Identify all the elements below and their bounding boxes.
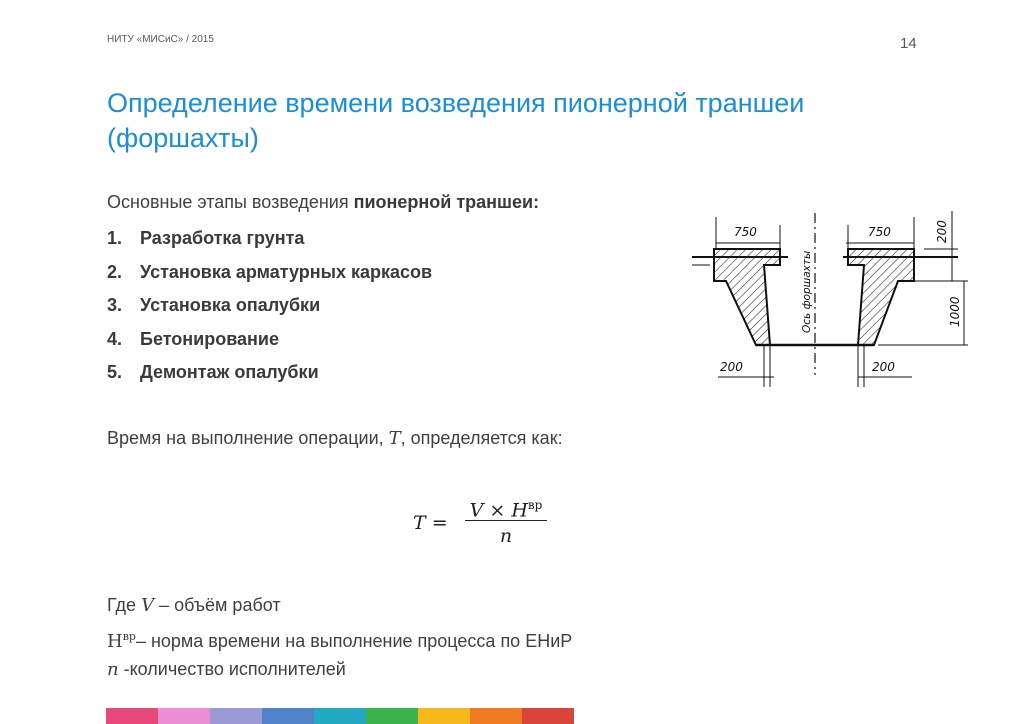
soil-left [692, 257, 714, 265]
color-bar [106, 708, 574, 724]
formula-lhs: T = [413, 512, 448, 534]
time-var: T [388, 428, 401, 449]
step-label: Разработка грунта [140, 228, 305, 248]
step-label: Бетонирование [140, 328, 279, 349]
color-segment [366, 708, 418, 724]
time-definition [107, 428, 563, 449]
def-var-h: Н [107, 631, 123, 652]
def-var-h-sup: вр [122, 630, 136, 643]
color-segment [314, 708, 366, 724]
formula-numerator-sup: вр [527, 498, 543, 512]
dim-right-top: 200 [935, 220, 949, 243]
color-segment [210, 708, 262, 724]
time-text: Время на выполнение операции, [107, 428, 389, 448]
slide-title: Определение времени возведения пионерной траншеи (форшахты) [107, 88, 805, 153]
definition-h: $Н^{вр}-$ норма времени на выполнение процесса по ЕНиР [107, 630, 573, 652]
step-label: Демонтаж опалубки [140, 362, 319, 382]
dim-bottom-left: 200 [720, 360, 743, 374]
definition-n: n -количество исполнителей [107, 659, 346, 680]
header-org: НИТУ «МИСиС» / 2015 [107, 34, 214, 45]
steps-list [107, 226, 432, 394]
intro-bold: пионерной траншеи: [353, 192, 540, 212]
color-segment [106, 708, 158, 724]
time-text-end: , определяется как: [400, 428, 563, 448]
page-number: 14 [900, 35, 917, 52]
axis-label: Ось форшахты [801, 250, 813, 333]
intro-lead: Основные этапы возведения [107, 192, 354, 212]
formula-fraction [463, 490, 549, 551]
color-segment [158, 708, 210, 724]
color-segment [418, 708, 470, 724]
def-var-v: V [141, 595, 155, 616]
color-segment [470, 708, 522, 724]
time-formula [413, 490, 563, 556]
list-item [107, 226, 432, 260]
left-wall [714, 249, 780, 345]
step-label: Установка арматурных каркасов [140, 261, 433, 282]
dim-top-left: 750 [734, 225, 757, 239]
formula-numerator: $V \times Н^{вр}$ [469, 498, 543, 522]
step-number: 1. [107, 228, 123, 248]
list-item [107, 260, 432, 294]
step-label: Установка опалубки [140, 295, 321, 315]
definitions [107, 592, 572, 688]
intro-text [107, 192, 539, 213]
def-var-n: n [107, 659, 119, 680]
step-number: 3. [107, 295, 123, 315]
definition-v: Где V – объём работ [107, 595, 281, 616]
formula-denominator: n [499, 525, 513, 547]
dim-top-right: 750 [868, 225, 891, 239]
right-wall [848, 249, 914, 345]
list-item [107, 293, 432, 327]
list-item [107, 360, 432, 394]
color-segment [262, 708, 314, 724]
trench-drawing [688, 205, 988, 400]
list-item [107, 327, 432, 361]
color-segment [522, 708, 574, 724]
dim-right-depth: 1000 [948, 296, 962, 327]
step-number: 4. [107, 328, 123, 349]
step-number: 2. [107, 261, 123, 282]
dim-bottom-right: 200 [872, 360, 895, 374]
step-number: 5. [107, 362, 123, 382]
